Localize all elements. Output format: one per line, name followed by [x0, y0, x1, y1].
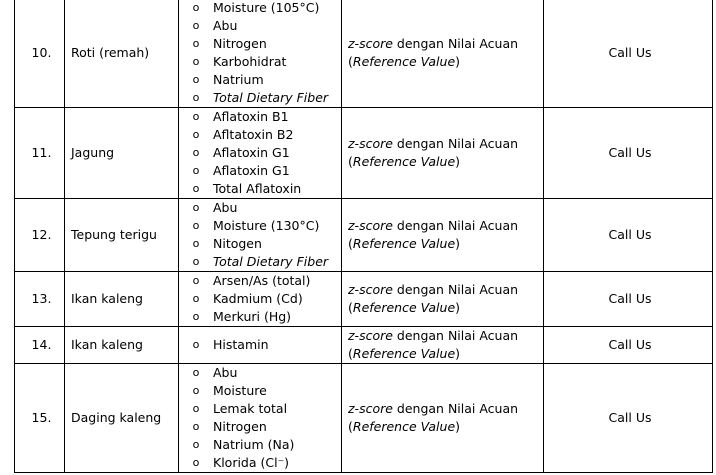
parameter-item [187, 336, 341, 354]
hollow-circle-bullet-icon: o [192, 201, 200, 214]
hollow-circle-bullet-icon: o [192, 219, 200, 232]
commodity-name: Roti (remah) [65, 0, 179, 108]
parameter-item [187, 382, 341, 400]
method-text: dengan Nilai Acuan [392, 282, 519, 297]
hollow-circle-bullet-icon: o [192, 73, 200, 86]
parameter-item [187, 53, 341, 71]
row-number: 13. [15, 272, 65, 327]
evaluation-method: z-score dengan Nilai Acuan (Reference Value) [342, 0, 544, 108]
hollow-circle-bullet-icon: o [192, 146, 200, 159]
reference-value-term: Reference Value [352, 236, 456, 251]
hollow-circle-bullet-icon: o [192, 338, 200, 351]
parameter-item [187, 71, 341, 89]
commodity-name: Ikan kaleng [65, 327, 179, 364]
parameter-label: Nitogen [213, 236, 262, 251]
parameter-list [187, 199, 341, 271]
parameter-list-cell [179, 327, 342, 364]
parameter-item [187, 400, 341, 418]
parameter-item [187, 418, 341, 436]
parameter-label: Karbohidrat [213, 54, 287, 69]
parameter-label: Aflatoxin G1 [213, 163, 290, 178]
parameter-label: Histamin [213, 337, 269, 352]
hollow-circle-bullet-icon: o [192, 310, 200, 323]
reference-value-term: Reference Value [352, 300, 456, 315]
parameter-list-cell [179, 199, 342, 272]
table-row [15, 272, 713, 327]
hollow-circle-bullet-icon: o [192, 128, 200, 141]
parameter-label: Moisture (105°C) [213, 0, 320, 15]
method-text: dengan Nilai Acuan [392, 401, 519, 416]
commodity-name: Jagung [65, 108, 179, 199]
parameter-label: Natrium (Na) [213, 437, 295, 452]
row-number: 14. [15, 327, 65, 364]
parameter-list [187, 0, 341, 107]
parameter-label: Lemak total [213, 401, 288, 416]
z-score-term: z-score [348, 218, 393, 233]
parameter-item [187, 126, 341, 144]
parameter-label: Total Dietary Fiber [213, 90, 329, 105]
parameter-list-cell [179, 108, 342, 199]
parameter-label: Merkuri (Hg) [213, 309, 292, 324]
reference-value-term: Reference Value [352, 419, 456, 434]
price-cell: Call Us [544, 199, 713, 272]
hollow-circle-bullet-icon: o [192, 182, 200, 195]
parameter-item [187, 162, 341, 180]
table-body [15, 0, 713, 473]
table-row [15, 364, 713, 473]
evaluation-method: z-score dengan Nilai Acuan (Reference Value) [342, 364, 544, 473]
parameter-label: Total Aflatoxin [213, 181, 302, 196]
evaluation-method: z-score dengan Nilai Acuan (Reference Value) [342, 199, 544, 272]
method-text: dengan Nilai Acuan [392, 136, 519, 151]
z-score-term: z-score [348, 401, 393, 416]
hollow-circle-bullet-icon: o [192, 456, 200, 469]
parameter-item [187, 35, 341, 53]
z-score-term: z-score [348, 136, 393, 151]
table-row [15, 0, 713, 108]
parameter-list [187, 272, 341, 326]
table-row [15, 108, 713, 199]
commodity-name: Ikan kaleng [65, 272, 179, 327]
price-cell: Call Us [544, 364, 713, 473]
parameter-label: Aflatoxin B1 [213, 109, 289, 124]
parameter-item [187, 0, 341, 17]
parameter-item [187, 454, 341, 472]
hollow-circle-bullet-icon: o [192, 255, 200, 268]
parameter-label: Klorida (Cl⁻) [213, 455, 290, 470]
reference-value-term: Reference Value [352, 54, 456, 69]
hollow-circle-bullet-icon: o [192, 292, 200, 305]
parameter-label: Abu [213, 200, 238, 215]
hollow-circle-bullet-icon: o [192, 274, 200, 287]
parameter-item [187, 272, 341, 290]
evaluation-method: z-score dengan Nilai Acuan (Reference Value) [342, 327, 544, 364]
parameter-label: Afltatoxin B2 [213, 127, 294, 142]
parameter-list [187, 364, 341, 472]
parameter-item [187, 180, 341, 198]
parameter-item [187, 436, 341, 454]
parameter-item [187, 17, 341, 35]
parameter-list-cell [179, 272, 342, 327]
parameter-label: Arsen/As (total) [213, 273, 311, 288]
parameter-item [187, 253, 341, 271]
table-row [15, 199, 713, 272]
reference-value-term: Reference Value [352, 154, 456, 169]
row-number: 10. [15, 0, 65, 108]
hollow-circle-bullet-icon: o [192, 37, 200, 50]
evaluation-method: z-score dengan Nilai Acuan (Reference Value) [342, 272, 544, 327]
parameter-list [187, 108, 341, 198]
z-score-term: z-score [348, 282, 393, 297]
parameter-label: Aflatoxin G1 [213, 145, 290, 160]
parameter-item [187, 235, 341, 253]
price-cell: Call Us [544, 272, 713, 327]
parameter-item [187, 364, 341, 382]
commodity-name: Daging kaleng [65, 364, 179, 473]
parameter-list-cell [179, 364, 342, 473]
hollow-circle-bullet-icon: o [192, 438, 200, 451]
hollow-circle-bullet-icon: o [192, 366, 200, 379]
parameter-label: Total Dietary Fiber [213, 254, 329, 269]
parameter-item [187, 308, 341, 326]
parameter-item [187, 108, 341, 126]
parameter-item [187, 89, 341, 107]
commodity-name: Tepung terigu [65, 199, 179, 272]
parameter-item [187, 144, 341, 162]
parameter-item [187, 217, 341, 235]
price-cell: Call Us [544, 0, 713, 108]
z-score-term: z-score [348, 36, 393, 51]
hollow-circle-bullet-icon: o [192, 164, 200, 177]
method-text: dengan Nilai Acuan [392, 218, 519, 233]
price-cell: Call Us [544, 327, 713, 364]
hollow-circle-bullet-icon: o [192, 55, 200, 68]
parameter-label: Nitrogen [213, 419, 267, 434]
z-score-term: z-score [348, 328, 393, 343]
evaluation-method: z-score dengan Nilai Acuan (Reference Value) [342, 108, 544, 199]
proficiency-test-table [14, 0, 713, 473]
parameter-label: Moisture (130°C) [213, 218, 320, 233]
hollow-circle-bullet-icon: o [192, 91, 200, 104]
row-number: 15. [15, 364, 65, 473]
parameter-label: Abu [213, 365, 238, 380]
parameter-label: Abu [213, 18, 238, 33]
parameter-label: Natrium [213, 72, 264, 87]
hollow-circle-bullet-icon: o [192, 384, 200, 397]
parameter-item [187, 290, 341, 308]
hollow-circle-bullet-icon: o [192, 19, 200, 32]
hollow-circle-bullet-icon: o [192, 237, 200, 250]
price-cell: Call Us [544, 108, 713, 199]
row-number: 11. [15, 108, 65, 199]
method-text: dengan Nilai Acuan [392, 36, 519, 51]
hollow-circle-bullet-icon: o [192, 402, 200, 415]
row-number: 12. [15, 199, 65, 272]
parameter-list [187, 336, 341, 354]
parameter-item [187, 199, 341, 217]
method-text: dengan Nilai Acuan [392, 328, 519, 343]
hollow-circle-bullet-icon: o [192, 110, 200, 123]
hollow-circle-bullet-icon: o [192, 1, 200, 14]
parameter-label: Nitrogen [213, 36, 267, 51]
hollow-circle-bullet-icon: o [192, 420, 200, 433]
reference-value-term: Reference Value [352, 346, 456, 361]
parameter-label: Moisture [213, 383, 267, 398]
table-row [15, 327, 713, 364]
parameter-label: Kadmium (Cd) [213, 291, 303, 306]
parameter-list-cell [179, 0, 342, 108]
